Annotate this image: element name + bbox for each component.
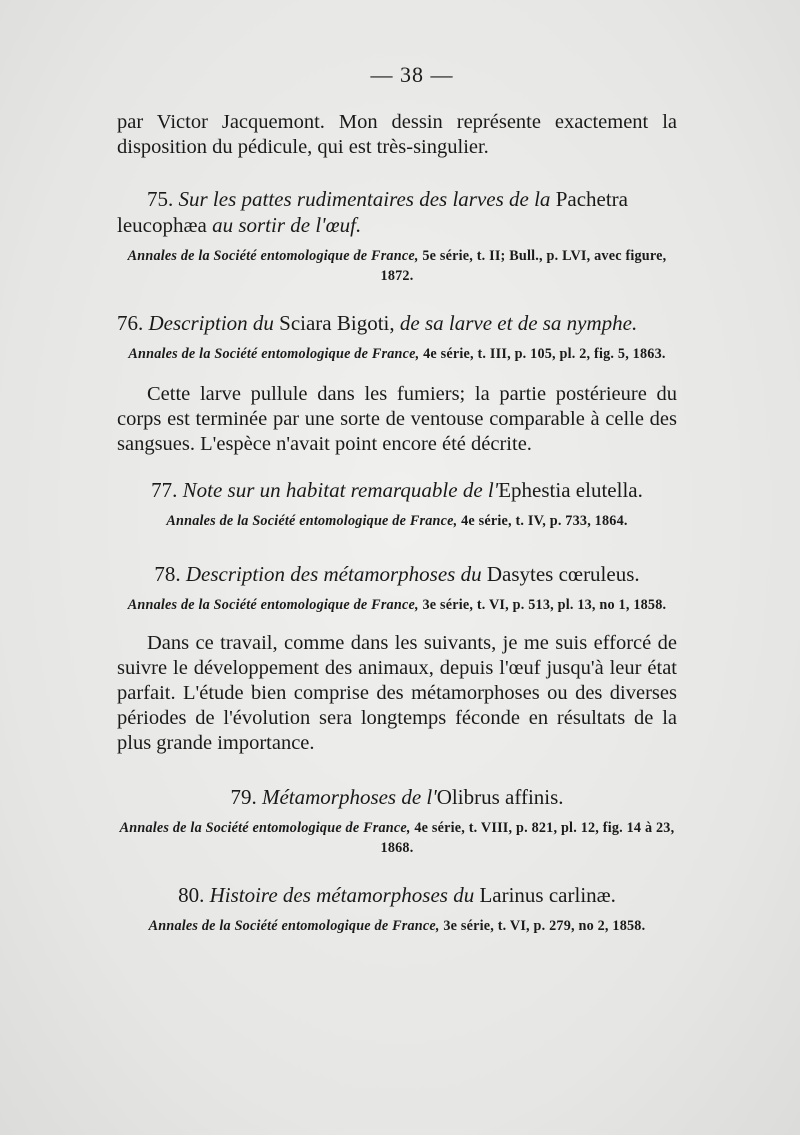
- page-number: — 38 —: [370, 62, 454, 87]
- entry-number: 76.: [117, 311, 144, 335]
- entry-title-italic: Description du: [148, 311, 274, 335]
- entry-species: Larinus carlinæ.: [479, 883, 616, 907]
- entry-title-italic: Histoire des métamorphoses du: [209, 883, 475, 907]
- citation: [117, 595, 677, 615]
- citation-journal: Annales de la Société entomologique de France,: [127, 597, 419, 613]
- entry-title: [117, 186, 677, 238]
- citation-journal: Annales de la Société entomologique de France,: [148, 918, 440, 934]
- entry-title-italic: Sur les pattes rudimentaires des larves de la: [178, 187, 551, 211]
- entry-80: [117, 882, 677, 936]
- entry-76: [117, 310, 677, 457]
- citation-journal: Annales de la Société entomologique de France,: [127, 248, 419, 264]
- citation: [117, 916, 677, 936]
- entry-body-text: Dans ce travail, comme dans les suivants, je me suis efforcé de suivre le développement des animaux, depuis l'œuf jusqu'à leur état parfait. L'étude bien comprise des métamorphoses ou des diverses périodes de l'évolution sera longtemps féconde en résultats de la plus grande importance.: [117, 632, 677, 754]
- citation: [117, 246, 677, 286]
- entry-title: [117, 310, 677, 336]
- entry-species: Olibrus affinis.: [436, 785, 564, 809]
- citation: [117, 818, 677, 858]
- citation-journal: Annales de la Société entomologique de France,: [166, 513, 458, 529]
- entry-title: [117, 882, 677, 908]
- entry-title-italic-end: au sortir de l'œuf.: [212, 213, 362, 237]
- intro-paragraph: par Victor Jacquemont. Mon dessin représente exactement la disposition du pédicule, qui est très-singulier.: [117, 111, 677, 158]
- entry-number: 80.: [178, 883, 205, 907]
- citation-details: 4e série, t. III, p. 105, pl. 2, fig. 5, 1863.: [423, 346, 666, 362]
- entry-title-italic: Métamorphoses de l': [261, 785, 437, 809]
- entry-77: [117, 477, 677, 531]
- entry-number: 77.: [151, 478, 178, 502]
- entry-species: Sciara Bigoti,: [279, 311, 395, 335]
- page-content: [117, 62, 677, 936]
- entry-78: [117, 561, 677, 756]
- entry-body-text: Cette larve pullule dans les fumiers; la partie postérieure du corps est terminée par une sorte de ventouse comparable à celle des sangsues. L'espèce n'avait point encore été décrite.: [117, 383, 677, 455]
- citation: [117, 511, 677, 531]
- citation-journal: Annales de la Société entomologique de France,: [119, 820, 411, 836]
- citation-details: 5e série, t. II; Bull., p. LVI, avec figure, 1872.: [380, 248, 667, 284]
- entry-species: Pachetra leucophæa: [117, 187, 628, 237]
- entry-number: 78.: [154, 562, 181, 586]
- entry-title: [117, 477, 677, 503]
- entry-body: [117, 631, 677, 756]
- citation-details: 3e série, t. VI, p. 279, no 2, 1858.: [443, 918, 646, 934]
- entry-title-italic: Note sur un habitat remarquable de l': [182, 478, 499, 502]
- citation-details: 4e série, t. IV, p. 733, 1864.: [461, 513, 628, 529]
- entry-title-italic-end: de sa larve et de sa nymphe.: [399, 311, 638, 335]
- citation-details: 3e série, t. VI, p. 513, pl. 13, no 1, 1858.: [422, 597, 667, 613]
- entry-75: [117, 186, 677, 286]
- entry-title: [117, 561, 677, 587]
- citation-journal: Annales de la Société entomologique de France,: [128, 346, 420, 362]
- citation-details: 4e série, t. VIII, p. 821, pl. 12, fig. 14 à 23, 1868.: [380, 820, 675, 856]
- entry-number: 75.: [147, 187, 174, 211]
- entry-species: Ephestia elutella.: [498, 478, 643, 502]
- entry-number: 79.: [230, 785, 257, 809]
- entry-species: Dasytes cœruleus.: [486, 562, 640, 586]
- citation: [117, 344, 677, 364]
- entry-body: [117, 382, 677, 457]
- entry-title: [117, 784, 677, 810]
- entry-79: [117, 784, 677, 858]
- entry-title-italic: Description des métamorphoses du: [185, 562, 482, 586]
